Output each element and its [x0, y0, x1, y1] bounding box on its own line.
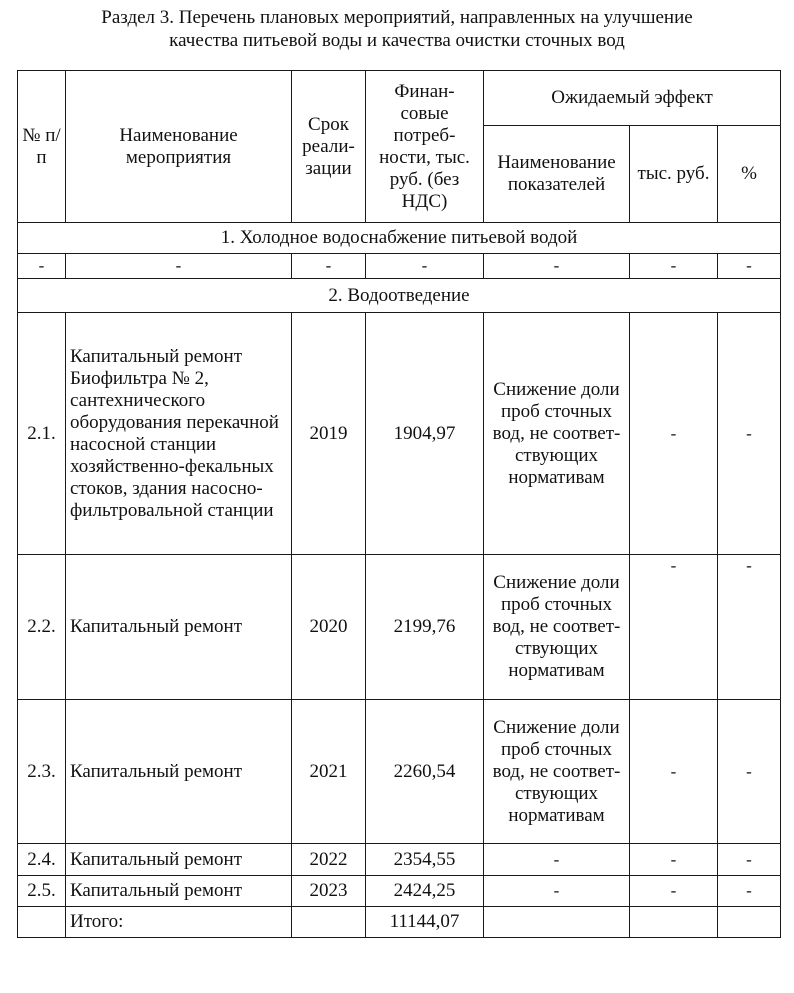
cell-num: -	[18, 254, 66, 279]
header-num: № п/п	[18, 71, 66, 223]
table-row	[18, 254, 781, 279]
cell-empty	[292, 907, 366, 938]
cell-year: 2020	[292, 555, 366, 700]
cell-year: 2019	[292, 313, 366, 555]
header-name: Наименование мероприятия	[66, 71, 292, 223]
cell-percent: -	[718, 555, 781, 700]
cell-empty	[18, 907, 66, 938]
section-title-2: 2. Водоотведение	[18, 279, 781, 313]
cell-thousand: -	[630, 313, 718, 555]
cell-num: 2.4.	[18, 844, 66, 876]
cell-year: 2022	[292, 844, 366, 876]
header-percent: %	[718, 126, 781, 223]
cell-thousand: -	[630, 254, 718, 279]
cell-finance: -	[366, 254, 484, 279]
cell-num: 2.5.	[18, 876, 66, 907]
cell-thousand: -	[630, 844, 718, 876]
cell-year: 2021	[292, 700, 366, 844]
cell-num: 2.2.	[18, 555, 66, 700]
header-effect: Ожидаемый эффект	[484, 71, 781, 126]
cell-year: -	[292, 254, 366, 279]
cell-finance: 2199,76	[366, 555, 484, 700]
header-finance: Финан- совые потреб- ности, тыс. руб. (без НДС)	[366, 71, 484, 223]
cell-name: Капитальный ремонт	[66, 876, 292, 907]
cell-percent: -	[718, 700, 781, 844]
table-row	[18, 313, 781, 555]
cell-indicator: -	[484, 844, 630, 876]
cell-name: -	[66, 254, 292, 279]
measures-table	[17, 70, 781, 938]
header-row-1	[18, 71, 781, 126]
document-title-line-2: качества питьевой воды и качества очистки сточных вод	[169, 30, 625, 51]
section-title-1: 1. Холодное водоснабжение питьевой водой	[18, 223, 781, 254]
table-row	[18, 700, 781, 844]
cell-percent: -	[718, 313, 781, 555]
document-title-line-1: Раздел 3. Перечень плановых мероприятий, направленных на улучшение	[101, 7, 693, 28]
cell-thousand: -	[630, 700, 718, 844]
cell-indicator: Снижение доли проб сточных вод, не соответ- ствующих нормативам	[484, 555, 630, 700]
cell-indicator: -	[484, 254, 630, 279]
cell-percent: -	[718, 254, 781, 279]
header-term: Срок реали- зации	[292, 71, 366, 223]
cell-year: 2023	[292, 876, 366, 907]
cell-finance: 2354,55	[366, 844, 484, 876]
table-row	[18, 876, 781, 907]
cell-name: Капитальный ремонт	[66, 555, 292, 700]
table-row	[18, 844, 781, 876]
table-row	[18, 555, 781, 700]
cell-indicator: -	[484, 876, 630, 907]
cell-thousand: -	[630, 876, 718, 907]
cell-empty	[484, 907, 630, 938]
header-thousand: тыс. руб.	[630, 126, 718, 223]
cell-empty	[630, 907, 718, 938]
section-row	[18, 279, 781, 313]
cell-percent: -	[718, 876, 781, 907]
total-row	[18, 907, 781, 938]
cell-finance: 1904,97	[366, 313, 484, 555]
section-row	[18, 223, 781, 254]
cell-indicator: Снижение доли проб сточных вод, не соответ- ствующих нормативам	[484, 313, 630, 555]
cell-thousand: -	[630, 555, 718, 700]
cell-indicator: Снижение доли проб сточных вод, не соответ- ствующих нормативам	[484, 700, 630, 844]
total-value: 11144,07	[366, 907, 484, 938]
cell-num: 2.1.	[18, 313, 66, 555]
cell-name: Капитальный ремонт	[66, 844, 292, 876]
cell-finance: 2260,54	[366, 700, 484, 844]
cell-name: Капитальный ремонт	[66, 700, 292, 844]
cell-percent: -	[718, 844, 781, 876]
header-indicators: Наименование показателей	[484, 126, 630, 223]
cell-num: 2.3.	[18, 700, 66, 844]
cell-empty	[718, 907, 781, 938]
cell-finance: 2424,25	[366, 876, 484, 907]
cell-name: Капитальный ремонт Биофильтра № 2, сантехнического оборудования перекачной насосной станции хозяйственно-фекальных стоков, здания насосно-фильтровальной станции	[66, 313, 292, 555]
total-label: Итого:	[66, 907, 292, 938]
